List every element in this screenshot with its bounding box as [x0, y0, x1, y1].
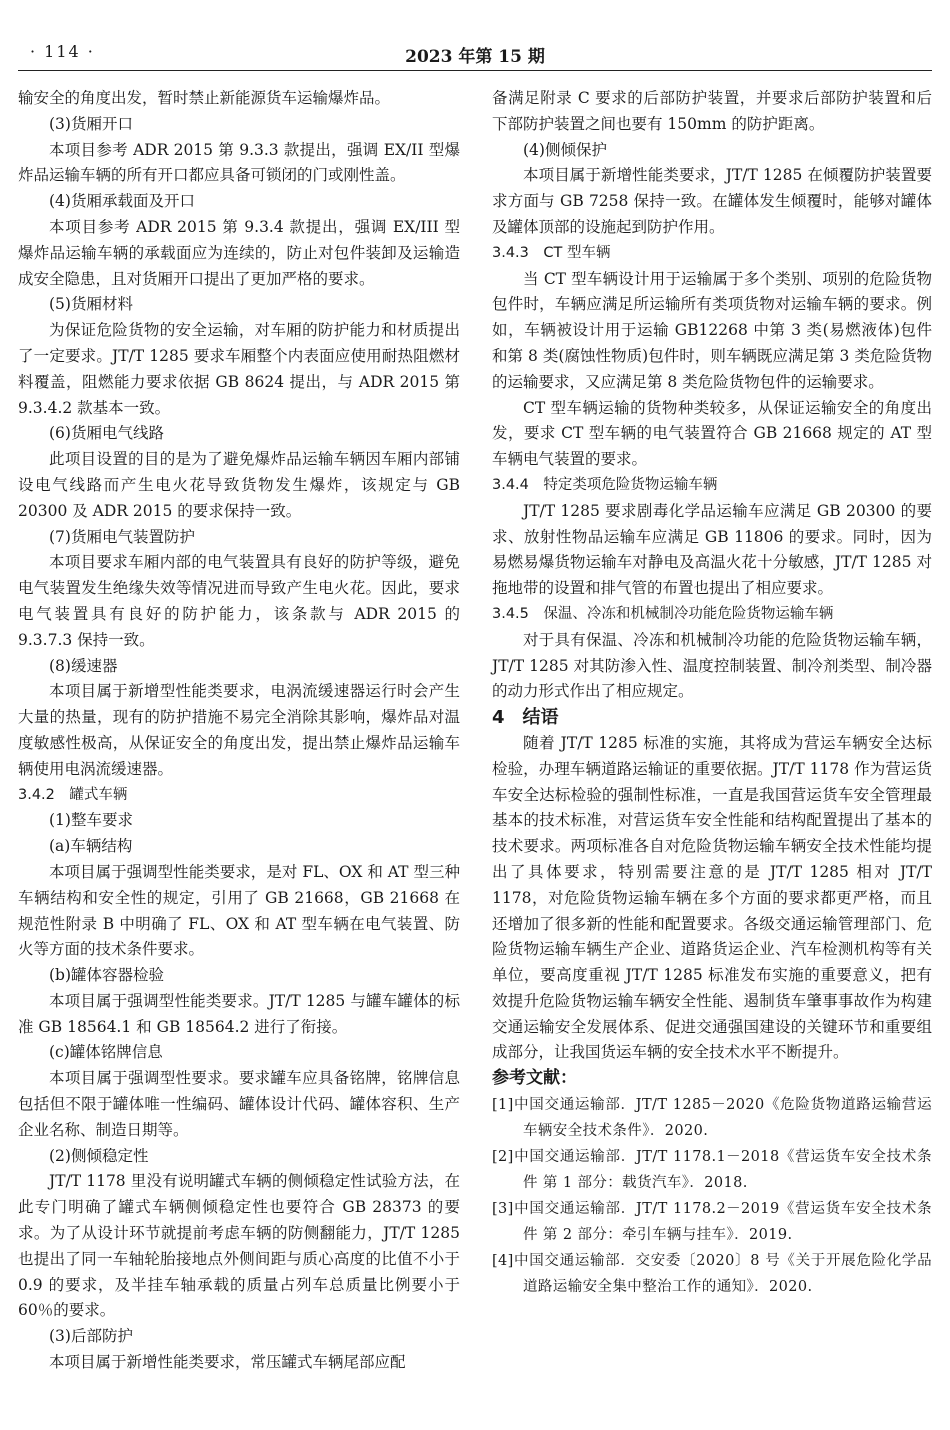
header-rule	[18, 70, 932, 71]
paragraph: 当 CT 型车辆设计用于运输属于多个类别、项别的危险货物包件时，车辆应满足所运输所有类项货物对运输车辆的要求。例如，车辆被设计用于运输 GB12268 中第 3 类(易燃液体)包件和第 8 类(腐蚀性物质)包件时，则车辆既应满足第 3 类危险货物的运输要求，又应满足第 8 类危险货物包件的运输要求。	[492, 269, 932, 391]
subheading: (1)整车要求	[49, 811, 133, 830]
paragraph: 本项目参考 ADR 2015 第 9.3.4 款提出，强调 EX/III 型爆炸品运输车辆的承载面应为连续的，防止对包件装卸及运输造成安全隐患，且对货厢开口提出了更加严格的要求。	[18, 217, 460, 288]
right-column	[492, 86, 932, 1300]
subheading: (8)缓速器	[49, 656, 118, 675]
left-column	[18, 86, 460, 1376]
paragraph: 本项目属于新增性能类要求，常压罐式车辆尾部应配	[49, 1353, 406, 1372]
paragraph-continued: 备满足附录 C 要求的后部防护装置，并要求后部防护装置和后下部防护装置之间也要有 150mm 的防护距离。	[492, 89, 932, 133]
paragraph: 本项目属于强调型性能类要求，是对 FL、OX 和 AT 型三种车辆结构和安全性的规定，引用了 GB 21668，GB 21668 在规范性附录 B 中明确了 FL、OX 和 AT 型车辆在电气装置、防火等方面的技术条件要求。	[18, 862, 460, 959]
page-header	[18, 42, 932, 68]
section-title: 4 结语	[492, 707, 559, 729]
section-heading: 3.4.2 罐式车辆	[18, 786, 128, 803]
paragraph: 本项目属于新增型性能类要求，电涡流缓速器运行时会产生大量的热量，现有的防护措施不易完全消除其影响，爆炸品对温度敏感性极高，从保证安全的角度出发，提出禁止爆炸品运输车辆使用电涡流缓速器。	[18, 682, 460, 778]
paragraph: 对于具有保温、冷冻和机械制冷功能的危险货物运输车辆，JT/T 1285 对其防渗入性、温度控制装置、制冷剂类型、制冷器的动力形式作出了相应规定。	[492, 630, 932, 701]
subheading: (4)货厢承载面及开口	[49, 192, 195, 211]
subheading: (2)侧倾稳定性	[49, 1146, 149, 1165]
reference-item: [1]中国交通运输部．JT/T 1285－2020《危险货物道路运输营运车辆安全技术条件》．2020.	[492, 1097, 932, 1140]
section-heading: 3.4.5 保温、冷冻和机械制冷功能危险货物运输车辆	[492, 605, 834, 622]
journal-issue: 2023 年第 15 期	[405, 47, 545, 67]
reference-item: [2]中国交通运输部．JT/T 1178.1－2018《营运货车安全技术条件 第 1 部分：载货汽车》．2018.	[492, 1149, 932, 1192]
reference-item: [3]中国交通运输部．JT/T 1178.2－2019《营运货车安全技术条件 第 2 部分：牵引车辆与挂车》．2019.	[492, 1201, 932, 1244]
reference-item: [4]中国交通运输部．交安委〔2020〕8 号《关于开展危险化学品道路运输安全集中整治工作的通知》．2020.	[492, 1253, 932, 1296]
paragraph: JT/T 1178 里没有说明罐式车辆的侧倾稳定性试验方法，在此专门明确了罐式车辆侧倾稳定性也要符合 GB 28373 的要求。为了从设计环节就提前考虑车辆的防侧翻能力，JT/T 1285 也提出了同一车轴轮胎接地点外侧间距与质心高度的比值不小于 0.9 的要求，及半挂车轴承载的质量占列车总质量比例要小于 60％的要求。	[18, 1172, 460, 1320]
page-number: · 114 ·	[30, 42, 95, 61]
section-heading: 3.4.4 特定类项危险货物运输车辆	[492, 476, 718, 493]
subheading: (3)货厢开口	[49, 114, 133, 133]
references-heading: 参考文献：	[492, 1068, 577, 1089]
paragraph: 此项目设置的目的是为了避免爆炸品运输车辆因车厢内部铺设电气线路而产生电火花导致货物发生爆炸，该规定与 GB 20300 及 ADR 2015 的要求保持一致。	[18, 450, 460, 520]
subheading: (c)罐体铭牌信息	[49, 1043, 163, 1062]
paragraph: CT 型车辆运输的货物种类较多，从保证运输安全的角度出发，要求 CT 型车辆的电气装置符合 GB 21668 规定的 AT 型车辆电气装置的要求。	[492, 398, 932, 469]
paragraph: 本项目要求车厢内部的电气装置具有良好的防护等级，避免电气装置发生绝缘失效等情况进而导致产生电火花。因此，要求电气装置具有良好的防护能力，该条款与 ADR 2015 的 9.3.7.3 保持一致。	[18, 553, 460, 649]
subheading: (3)后部防护	[49, 1327, 133, 1346]
paragraph: 随着 JT/T 1285 标准的实施，其将成为营运车辆安全达标检验，办理车辆道路运输证的重要依据。JT/T 1178 作为营运货车安全达标检验的强制性标准，一直是我国营运货车安全管理最基本的技术标准，对营运货车安全性能和结构配置提出了基本的技术要求。两项标准各自对危险货物运输车辆安全技术性能均提出了具体要求，特别需要注意的是 JT/T 1285 相对 JT/T 1178，对危险货物运输车辆在多个方面的要求都更严格，而且还增加了很多新的性能和配置要求。各级交通运输管理部门、危险货物运输车辆生产企业、道路货运企业、汽车检测机构等有关单位，要高度重视 JT/T 1285 标准发布实施的重要意义，把有效提升危险货物运输车辆安全性能、遏制货车肇事事故作为构建交通运输安全发展体系、促进交通强国建设的关键环节和重要组成部分，让我国货运车辆的安全技术水平不断提升。	[492, 733, 932, 1062]
subheading: (a)车辆结构	[49, 837, 133, 856]
paragraph-continued: 输安全的角度出发，暂时禁止新能源货车运输爆炸品。	[18, 89, 391, 107]
paragraph: 本项目参考 ADR 2015 第 9.3.3 款提出，强调 EX/II 型爆炸品运输车辆的所有开口都应具备可锁闭的门或刚性盖。	[18, 140, 460, 185]
paragraph: 本项目属于新增性能类要求，JT/T 1285 在倾覆防护装置要求方面与 GB 7258 保持一致。在罐体发生倾覆时，能够对罐体及罐体顶部的设施起到防护作用。	[492, 166, 932, 236]
subheading: (6)货厢电气线路	[49, 424, 164, 443]
subheading: (7)货厢电气装置防护	[49, 527, 195, 546]
paragraph: JT/T 1285 要求剧毒化学品运输车应满足 GB 20300 的要求、放射性物品运输车应满足 GB 11806 的要求。同时，因为易燃易爆货物运输车对静电及高温火花十分敏感，JT/T 1285 对拖地带的设置和排气管的布置也提出了相应要求。	[492, 501, 932, 598]
paragraph: 本项目属于强调型性能类要求。JT/T 1285 与罐车罐体的标准 GB 18564.1 和 GB 18564.2 进行了衔接。	[18, 991, 460, 1036]
paragraph: 本项目属于强调型性要求。要求罐车应具备铭牌，铭牌信息包括但不限于罐体唯一性编码、罐体设计代码、罐体容积、生产企业名称、制造日期等。	[18, 1069, 460, 1139]
subheading: (b)罐体容器检验	[49, 966, 165, 985]
subheading: (5)货厢材料	[49, 295, 133, 314]
subheading: (4)侧倾保护	[523, 140, 607, 159]
section-heading: 3.4.3 CT 型车辆	[492, 244, 611, 261]
paragraph: 为保证危险货物的安全运输，对车厢的防护能力和材质提出了一定要求。JT/T 1285 要求车厢整个内表面应使用耐热阻燃材料覆盖，阻燃能力要求依据 GB 8624 提出，与 ADR 2015 第 9.3.4.2 款基本一致。	[18, 321, 460, 417]
